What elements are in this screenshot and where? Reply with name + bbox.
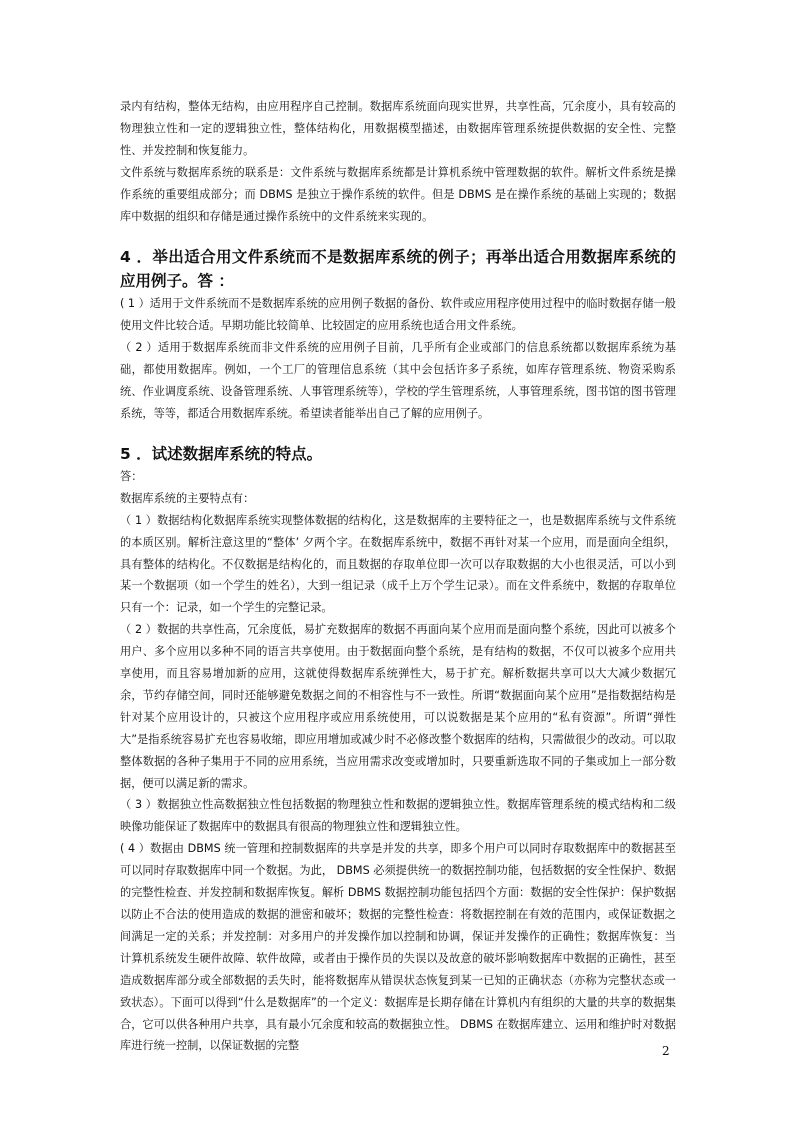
- document-body: [120, 96, 676, 1057]
- q5-point-2: （ 2 ）数据的共享性高，冗余度低，易扩充数据库的数据不再面向某个应用而是面向整个系统，因此可以被多个用户、多个应用以多种不同的语言共享使用。由于数据面向整个系统，是有结构的数据，不仅可以被多个应用共享使用，而且容易增加新的应用，这就使得数据库系统弹性大，易于扩充。解析数据共享可以大大减少数据冗余，节约存储空间，同时还能够避免数据之间的不相容性与不一致性。所谓“数据面向某个应用”是指数据结构是针对某个应用设计的，只被这个应用程序或应用系统使用，可以说数据是某个应用的“私有资源”。所谓“弹性大”是指系统容易扩充也容易收缩，即应用增加或减少时不必修改整个数据库的结构，只需做很少的改动。可以取整体数据的各种子集用于不同的应用系统，当应用需求改变或增加时，只要重新选取不同的子集或加上一部分数据，便可以满足新的需求。: [120, 623, 676, 790]
- q5-lead: 数据库系统的主要特点有：: [120, 491, 255, 505]
- q5-answer-label: 答：: [120, 469, 143, 483]
- question-5-heading: 5 ．试述数据库系统的特点。: [120, 444, 323, 463]
- q5-point-1: （ 1 ）数据结构化数据库系统实现整体数据的结构化，这是数据库的主要特征之一，也是数据库系统与文件系统的本质区别。解析注意这里的“整体’ 夕两个字。在数据库系统中，数据不再针对某一个应用，而是面向全组织，具有整体的结构化。不仅数据是结构化的，而且数据的存取单位即一次可以存取数据的大小也很灵活，可以小到某一个数据项（如一个学生的姓名），大到一组记录（成千上万个学生记录）。而在文件系统中，数据的存取单位只有一个：记录，如一个学生的完整记录。: [120, 513, 676, 615]
- page-number: 2: [662, 1044, 670, 1058]
- relation-paragraph: 文件系统与数据库系统的联系是：文件系统与数据库系统都是计算机系统中管理数据的软件。解析文件系统是操作系统的重要组成部分；而 DBMS 是独立于操作系统的软件。但是 DBMS 是在操作系统的基础上实现的；数据库中数据的组织和存储是通过操作系统中的文件系统来实现的。: [120, 165, 676, 223]
- question-4-heading: 4 ．举出适合用文件系统而不是数据库系统的例子；再举出适合用数据库系统的应用例子。答 ：: [120, 248, 676, 291]
- intro-paragraph: 录内有结构，整体无结构，由应用程序自己控制。数据库系统面向现实世界，共享性高，冗余度小，具有较高的物理独立性和一定的逻辑独立性，整体结构化，用数据模型描述，由数据库管理系统提供数据的安全性、完整性、并发控制和恢复能力。: [120, 100, 676, 157]
- q5-point-4: ( 4 ）数据由 DBMS 统一管理和控制数据库的共享是并发的共享，即多个用户可以同时存取数据库中的数据甚至可以同时存取数据库中同一个数据。为此， DBMS 必须提供统一的数据控制功能，包括数据的安全性保护、数据的完整性检查、并发控制和数据库恢复。解析 DBMS 数据控制功能包括四个方面：数据的安全性保护：保护数据以防止不合法的使用造成的数据的泄密和破坏；数据的完整性检查：将数据控制在有效的范围内，或保证数据之间满足一定的关系；并发控制：对多用户的并发操作加以控制和协调，保证并发操作的正确性；数据库恢复：当计算机系统发生硬件故障、软件故障，或者由于操作员的失误以及故意的破坏影响数据库中数据的正确性，甚至造成数据库部分或全部数据的丢失时，能将数据库从错误状态恢复到某一已知的正确状态（亦称为完整状态或一致状态）。下面可以得到“什么是数据库”的一个定义：数据库是长期存储在计算机内有组织的大量的共享的数据集合，它可以供各种用户共享，具有最小冗余度和较高的数据独立性。 DBMS 在数据库建立、运用和维护时对数据库进行统一控制，以保证数据的完整: [120, 842, 676, 1053]
- q5-point-3: （ 3 ）数据独立性高数据独立性包括数据的物理独立性和数据的逻辑独立性。数据库管理系统的模式结构和二级映像功能保证了数据库中的数据具有很高的物理独立性和逻辑独立性。: [120, 798, 676, 834]
- q4-answer-1: ( 1 ）适用于文件系统而不是数据库系统的应用例子数据的备份、软件或应用程序使用过程中的临时数据存储一般使用文件比较合适。早期功能比较简单、比较固定的应用系统也适合用文件系统。: [120, 297, 676, 333]
- q4-answer-2: （ 2 ）适用于数据库系统而非文件系统的应用例子目前，几乎所有企业或部门的信息系统都以数据库系统为基础，都使用数据库。例如，一个工厂的管理信息系统（其中会包括许多子系统，如库存管理系统、物资采购系统、作业调度系统、设备管理系统、人事管理系统等），学校的学生管理系统，人事管理系统，图书馆的图书管理系统，等等，都适合用数据库系统。希望读者能举出自己了解的应用例子。: [120, 341, 676, 420]
